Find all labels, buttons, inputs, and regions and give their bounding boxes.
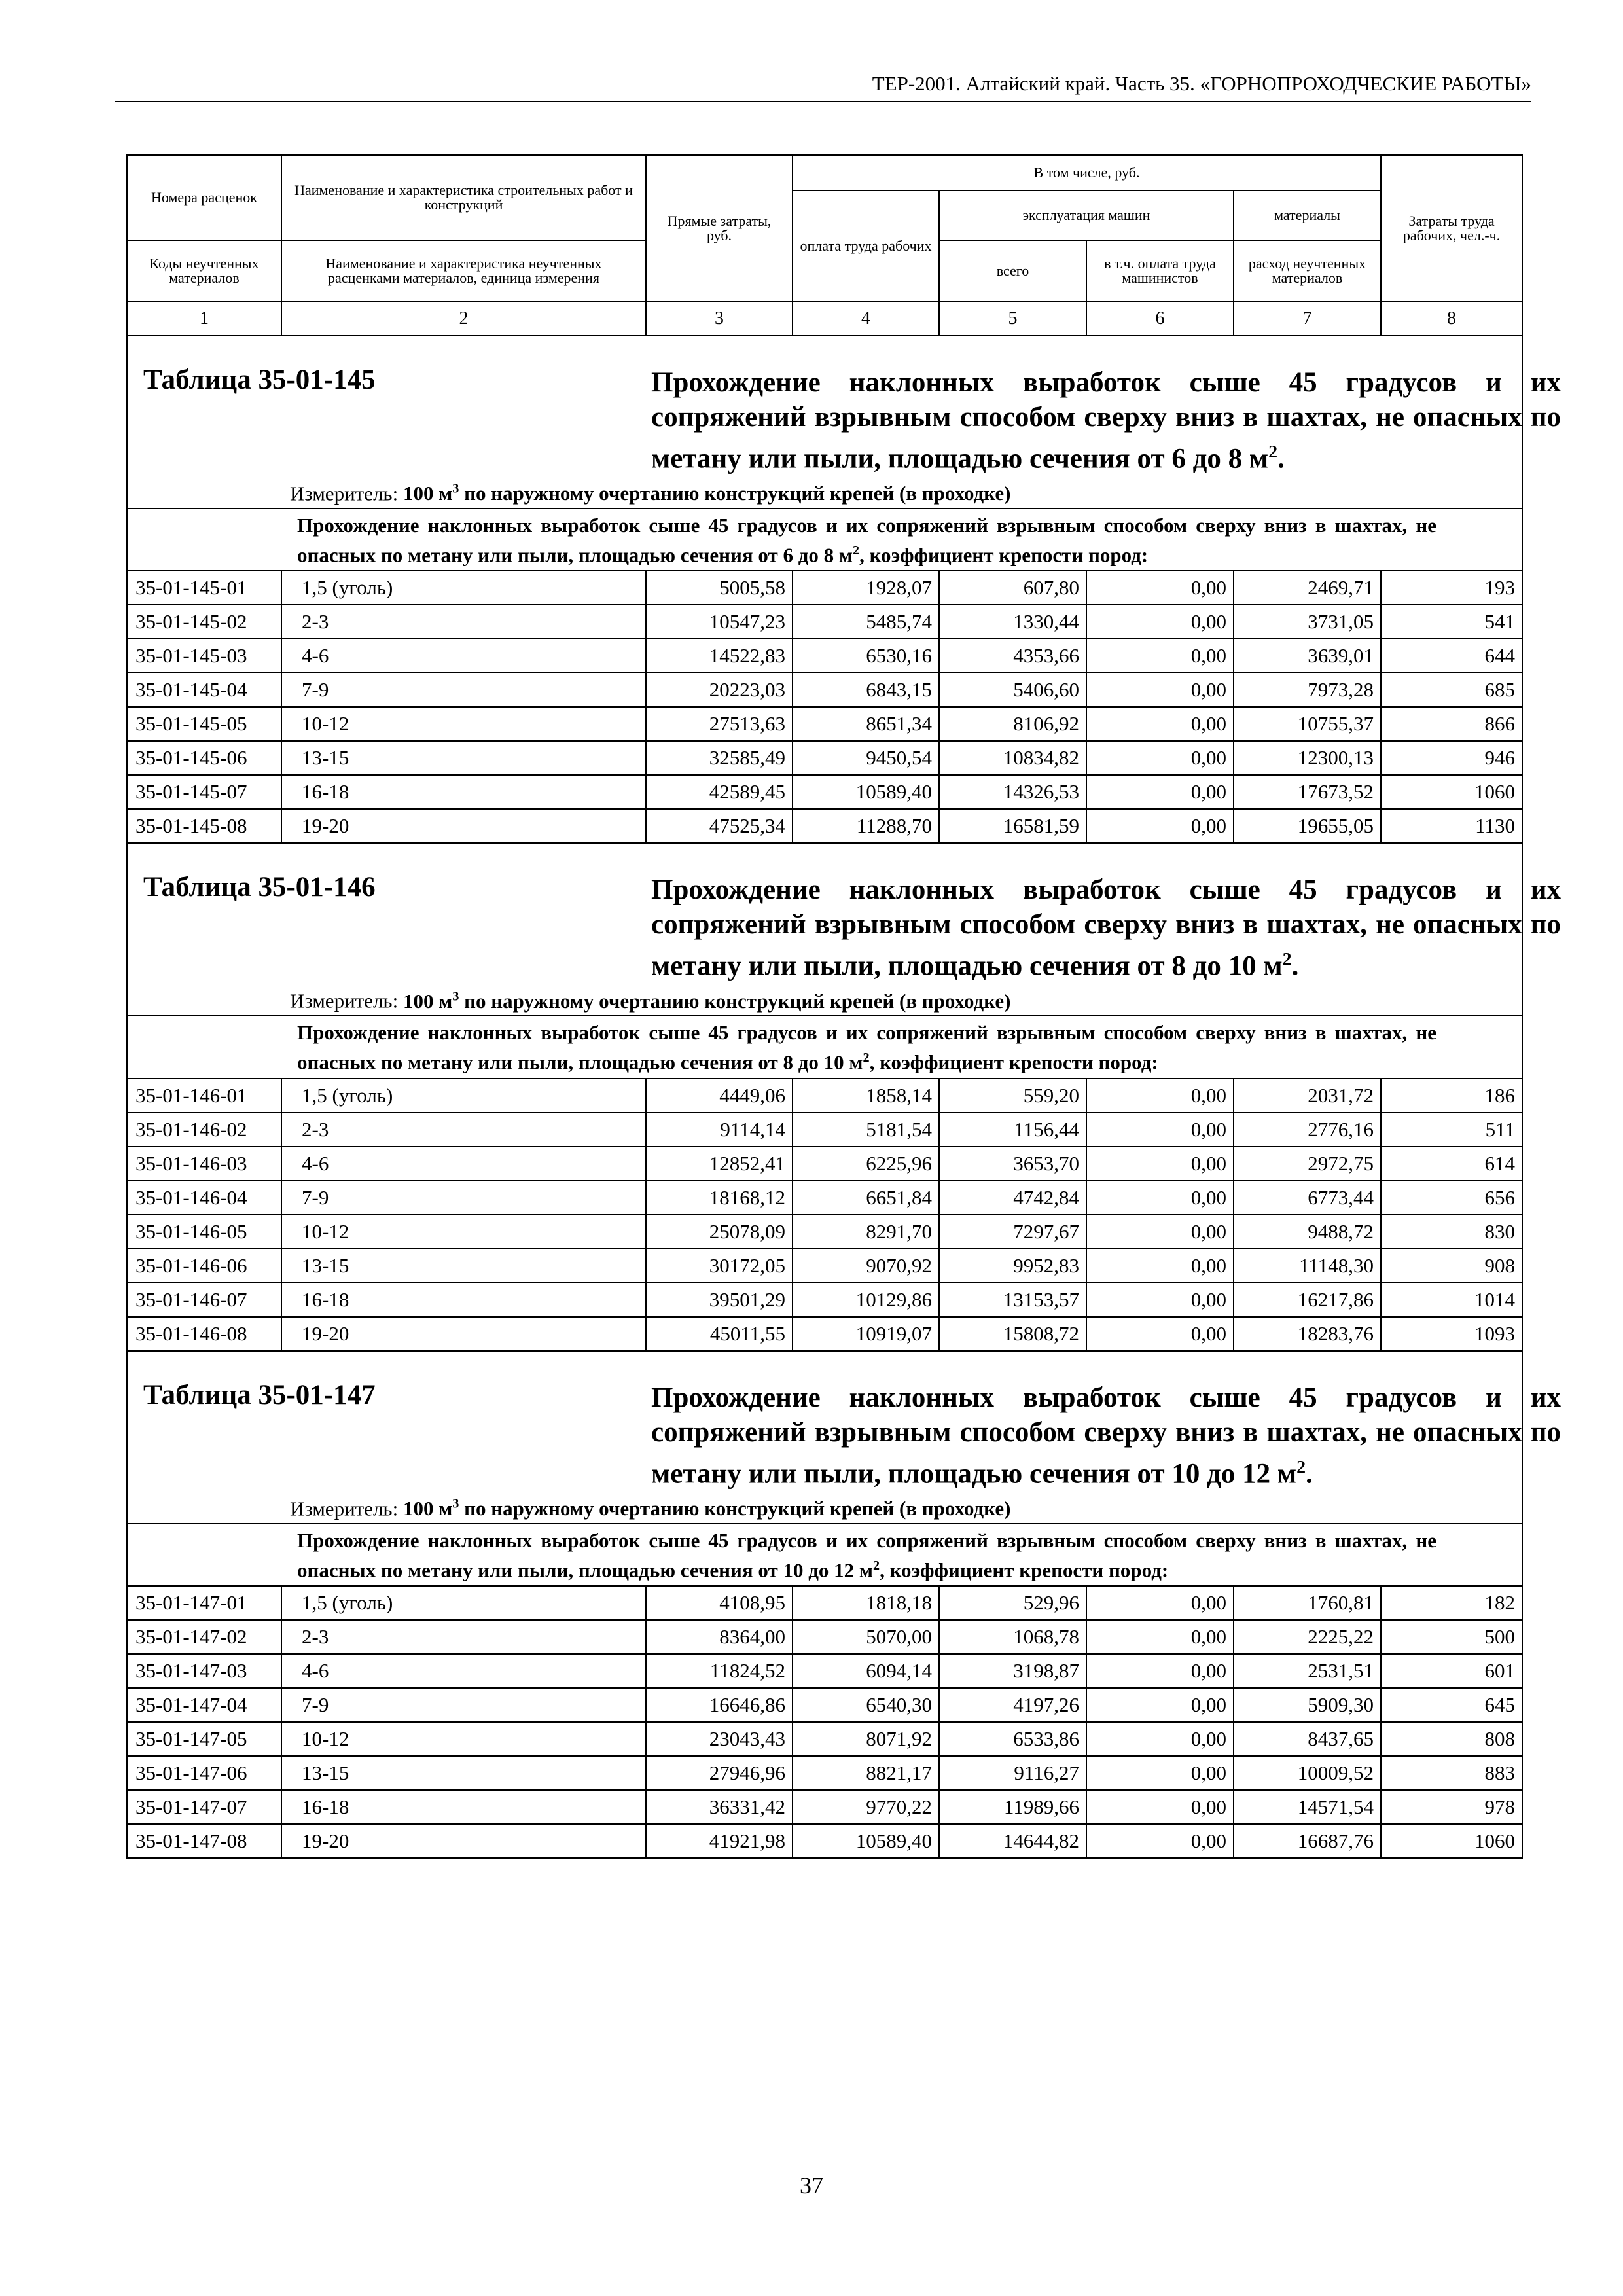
machinist-pay-value: 0,00 <box>1086 1181 1234 1215</box>
labor-hours-value: 946 <box>1381 741 1522 775</box>
rate-code: 35-01-146-05 <box>127 1215 281 1249</box>
machinist-pay-value: 0,00 <box>1086 1824 1234 1858</box>
rock-hardness: 4-6 <box>281 1654 646 1688</box>
rate-code: 35-01-145-07 <box>127 775 281 809</box>
direct-costs-value: 32585,49 <box>646 741 793 775</box>
materials-value: 11148,30 <box>1234 1249 1381 1283</box>
labor-hours-value: 193 <box>1381 571 1522 605</box>
description-spacer <box>127 509 281 571</box>
direct-costs-value: 20223,03 <box>646 673 793 707</box>
labor-hours-value: 978 <box>1381 1790 1522 1824</box>
materials-value: 14571,54 <box>1234 1790 1381 1824</box>
labor-hours-value: 1060 <box>1381 775 1522 809</box>
machine-total-value: 529,96 <box>939 1586 1086 1620</box>
machine-total-value: 8106,92 <box>939 707 1086 741</box>
machinist-pay-value: 0,00 <box>1086 1215 1234 1249</box>
labor-hours-value: 830 <box>1381 1215 1522 1249</box>
table-row <box>127 1181 1522 1215</box>
measure-line <box>290 482 1010 505</box>
rock-hardness: 4-6 <box>281 1147 646 1181</box>
materials-value: 9488,72 <box>1234 1215 1381 1249</box>
labor-hours-value: 500 <box>1381 1620 1522 1654</box>
table-row <box>127 1147 1522 1181</box>
table-row <box>127 1113 1522 1147</box>
page-number: 37 <box>800 2172 823 2198</box>
section-description: Прохождение наклонных выработок сыше 45 градусов и их сопряжений взрывным способом сверху вниз в шахтах, не опасных по метану или пыли, площадью сечения от 10 до 12 $м^2$, коэффициент крепости пород: <box>281 1524 1522 1586</box>
rate-code: 35-01-146-06 <box>127 1249 281 1283</box>
materials-value: 2031,72 <box>1234 1079 1381 1113</box>
labor-pay-value: 9450,54 <box>793 741 939 775</box>
measure-label: Измеритель: <box>290 1496 399 1520</box>
direct-costs-value: 8364,00 <box>646 1620 793 1654</box>
measure-label: Измеритель: <box>290 482 399 505</box>
machinist-pay-value: 0,00 <box>1086 1756 1234 1790</box>
table-row <box>127 1722 1522 1756</box>
description-spacer <box>127 1016 281 1078</box>
rock-hardness: 19-20 <box>281 1824 646 1858</box>
rate-code: 35-01-145-01 <box>127 571 281 605</box>
table-row <box>127 1654 1522 1688</box>
direct-costs-value: 16646,86 <box>646 1688 793 1722</box>
labor-hours-value: 656 <box>1381 1181 1522 1215</box>
table-row <box>127 1620 1522 1654</box>
labor-pay-value: 8291,70 <box>793 1215 939 1249</box>
materials-value: 2776,16 <box>1234 1113 1381 1147</box>
labor-pay-value: 1818,18 <box>793 1586 939 1620</box>
machinist-pay-value: 0,00 <box>1086 1654 1234 1688</box>
table-title: Прохождение наклонных выработок сыше 45 градусов и их сопряжений взрывным способом сверху вниз в шахтах, не опасных по метану или пыли, площадью сечения от 10 до 12 $м^2$. <box>651 1382 1561 1489</box>
machine-total-value: 7297,67 <box>939 1215 1086 1249</box>
head-rate-numbers: Номера расценок <box>127 155 281 240</box>
materials-value: 5909,30 <box>1234 1688 1381 1722</box>
direct-costs-value: 47525,34 <box>646 809 793 843</box>
rock-hardness: 16-18 <box>281 1283 646 1317</box>
head-direct-costs: Прямые затраты, руб. <box>646 155 793 302</box>
rates-table <box>126 154 1561 1859</box>
machine-total-value: 16581,59 <box>939 809 1086 843</box>
measure-line <box>290 1497 1010 1520</box>
machinist-pay-value: 0,00 <box>1086 775 1234 809</box>
machinist-pay-value: 0,00 <box>1086 673 1234 707</box>
labor-pay-value: 6540,30 <box>793 1688 939 1722</box>
rate-code: 35-01-147-01 <box>127 1586 281 1620</box>
labor-pay-value: 1928,07 <box>793 571 939 605</box>
machine-total-value: 15808,72 <box>939 1317 1086 1351</box>
table-row <box>127 605 1522 639</box>
rate-code: 35-01-146-02 <box>127 1113 281 1147</box>
materials-value: 12300,13 <box>1234 741 1381 775</box>
measure-value: 100 $м^3$ по наружному очертанию конструкций крепей (в проходке) <box>402 989 1011 1013</box>
rock-hardness: 4-6 <box>281 639 646 673</box>
materials-value: 2531,51 <box>1234 1654 1381 1688</box>
rock-hardness: 7-9 <box>281 1181 646 1215</box>
table-row <box>127 1317 1522 1351</box>
table-row <box>127 571 1522 605</box>
rate-code: 35-01-147-04 <box>127 1688 281 1722</box>
rock-hardness: 19-20 <box>281 809 646 843</box>
labor-pay-value: 6843,15 <box>793 673 939 707</box>
machine-total-value: 1068,78 <box>939 1620 1086 1654</box>
rock-hardness: 2-3 <box>281 1620 646 1654</box>
materials-value: 18283,76 <box>1234 1317 1381 1351</box>
labor-pay-value: 5485,74 <box>793 605 939 639</box>
labor-hours-value: 883 <box>1381 1756 1522 1790</box>
rate-code: 35-01-145-04 <box>127 673 281 707</box>
rate-code: 35-01-147-02 <box>127 1620 281 1654</box>
head-machine-operation: эксплуатация машин <box>939 190 1234 240</box>
labor-hours-value: 601 <box>1381 1654 1522 1688</box>
table-title: Прохождение наклонных выработок сыше 45 градусов и их сопряжений взрывным способом сверху вниз в шахтах, не опасных по метану или пыли, площадью сечения от 6 до 8 $м^2$. <box>651 367 1561 475</box>
measure-value: 100 $м^3$ по наружному очертанию конструкций крепей (в проходке) <box>402 1496 1011 1520</box>
table-section <box>127 1351 1561 1858</box>
labor-hours-value: 1093 <box>1381 1317 1522 1351</box>
table-head <box>127 155 1522 336</box>
materials-value: 10755,37 <box>1234 707 1381 741</box>
materials-value: 6773,44 <box>1234 1181 1381 1215</box>
machine-total-value: 4197,26 <box>939 1688 1086 1722</box>
materials-value: 7973,28 <box>1234 673 1381 707</box>
labor-pay-value: 10129,86 <box>793 1283 939 1317</box>
column-number: 5 <box>939 302 1086 336</box>
head-material-names: Наименование и характеристика неучтенных расценками материалов, единица измерения <box>281 240 646 302</box>
rock-hardness: 10-12 <box>281 1215 646 1249</box>
column-number: 1 <box>127 302 281 336</box>
table-row <box>127 707 1522 741</box>
rate-code: 35-01-147-05 <box>127 1722 281 1756</box>
machinist-pay-value: 0,00 <box>1086 1688 1234 1722</box>
machinist-pay-value: 0,00 <box>1086 1317 1234 1351</box>
labor-pay-value: 9770,22 <box>793 1790 939 1824</box>
direct-costs-value: 14522,83 <box>646 639 793 673</box>
running-header: ТЕР-2001. Алтайский край. Часть 35. «ГОРНОПРОХОДЧЕСКИЕ РАБОТЫ» <box>115 72 1531 102</box>
head-materials: материалы <box>1234 190 1381 240</box>
machinist-pay-value: 0,00 <box>1086 571 1234 605</box>
column-number: 7 <box>1234 302 1381 336</box>
rock-hardness: 16-18 <box>281 1790 646 1824</box>
machinist-pay-value: 0,00 <box>1086 707 1234 741</box>
direct-costs-value: 41921,98 <box>646 1824 793 1858</box>
section-caption <box>127 336 1561 509</box>
labor-pay-value: 6225,96 <box>793 1147 939 1181</box>
table-section <box>127 843 1561 1350</box>
machine-total-value: 13153,57 <box>939 1283 1086 1317</box>
machine-total-value: 607,80 <box>939 571 1086 605</box>
labor-hours-value: 866 <box>1381 707 1522 741</box>
materials-value: 8437,65 <box>1234 1722 1381 1756</box>
table-row <box>127 673 1522 707</box>
labor-pay-value: 5181,54 <box>793 1113 939 1147</box>
table-row <box>127 1586 1522 1620</box>
table-id: Таблица 35-01-146 <box>143 872 376 903</box>
direct-costs-value: 12852,41 <box>646 1147 793 1181</box>
rock-hardness: 16-18 <box>281 775 646 809</box>
rate-code: 35-01-146-07 <box>127 1283 281 1317</box>
rate-code: 35-01-146-08 <box>127 1317 281 1351</box>
rate-code: 35-01-147-07 <box>127 1790 281 1824</box>
table-section <box>127 336 1561 843</box>
machinist-pay-value: 0,00 <box>1086 1283 1234 1317</box>
machinist-pay-value: 0,00 <box>1086 1113 1234 1147</box>
materials-value: 3731,05 <box>1234 605 1381 639</box>
labor-hours-value: 182 <box>1381 1586 1522 1620</box>
rate-code: 35-01-146-03 <box>127 1147 281 1181</box>
rock-hardness: 19-20 <box>281 1317 646 1351</box>
machine-total-value: 3198,87 <box>939 1654 1086 1688</box>
rate-code: 35-01-145-08 <box>127 809 281 843</box>
head-including: В том числе, руб. <box>793 155 1381 190</box>
labor-pay-value: 9070,92 <box>793 1249 939 1283</box>
column-number: 2 <box>281 302 646 336</box>
materials-value: 1760,81 <box>1234 1586 1381 1620</box>
labor-pay-value: 11288,70 <box>793 809 939 843</box>
rock-hardness: 7-9 <box>281 1688 646 1722</box>
labor-pay-value: 8821,17 <box>793 1756 939 1790</box>
machine-total-value: 9952,83 <box>939 1249 1086 1283</box>
head-incl-machinist-pay: в т.ч. оплата труда машинистов <box>1086 240 1234 302</box>
direct-costs-value: 10547,23 <box>646 605 793 639</box>
section-description-row <box>127 509 1522 571</box>
section-description-row <box>127 1524 1522 1586</box>
direct-costs-value: 9114,14 <box>646 1113 793 1147</box>
direct-costs-value: 23043,43 <box>646 1722 793 1756</box>
labor-hours-value: 186 <box>1381 1079 1522 1113</box>
rock-hardness: 10-12 <box>281 1722 646 1756</box>
machinist-pay-value: 0,00 <box>1086 809 1234 843</box>
column-number: 3 <box>646 302 793 336</box>
labor-hours-value: 1130 <box>1381 809 1522 843</box>
direct-costs-value: 42589,45 <box>646 775 793 809</box>
rate-code: 35-01-147-06 <box>127 1756 281 1790</box>
labor-hours-value: 1014 <box>1381 1283 1522 1317</box>
materials-value: 19655,05 <box>1234 809 1381 843</box>
materials-value: 2972,75 <box>1234 1147 1381 1181</box>
column-numbers-row <box>127 302 1522 336</box>
machinist-pay-value: 0,00 <box>1086 605 1234 639</box>
rate-code: 35-01-147-08 <box>127 1824 281 1858</box>
table-row <box>127 1756 1522 1790</box>
rock-hardness: 1,5 (уголь) <box>281 571 646 605</box>
labor-hours-value: 685 <box>1381 673 1522 707</box>
column-number: 4 <box>793 302 939 336</box>
machine-total-value: 6533,86 <box>939 1722 1086 1756</box>
labor-hours-value: 644 <box>1381 639 1522 673</box>
section-caption <box>127 1351 1561 1524</box>
rock-hardness: 13-15 <box>281 741 646 775</box>
machine-total-value: 9116,27 <box>939 1756 1086 1790</box>
machine-total-value: 11989,66 <box>939 1790 1086 1824</box>
machine-total-value: 5406,60 <box>939 673 1086 707</box>
labor-pay-value: 8651,34 <box>793 707 939 741</box>
section-caption-row <box>127 336 1522 509</box>
machinist-pay-value: 0,00 <box>1086 741 1234 775</box>
head-material-codes: Коды неучтенных материалов <box>127 240 281 302</box>
machinist-pay-value: 0,00 <box>1086 639 1234 673</box>
labor-hours-value: 908 <box>1381 1249 1522 1283</box>
table-row <box>127 639 1522 673</box>
section-caption-inner <box>128 1352 1561 1523</box>
rock-hardness: 2-3 <box>281 605 646 639</box>
labor-pay-value: 6530,16 <box>793 639 939 673</box>
description-spacer <box>127 1524 281 1586</box>
table-row <box>127 1079 1522 1113</box>
machinist-pay-value: 0,00 <box>1086 1147 1234 1181</box>
measure-label: Измеритель: <box>290 989 399 1013</box>
direct-costs-value: 4449,06 <box>646 1079 793 1113</box>
table-row <box>127 1249 1522 1283</box>
machinist-pay-value: 0,00 <box>1086 1620 1234 1654</box>
rock-hardness: 13-15 <box>281 1756 646 1790</box>
section-caption <box>127 843 1561 1016</box>
labor-pay-value: 5070,00 <box>793 1620 939 1654</box>
machinist-pay-value: 0,00 <box>1086 1722 1234 1756</box>
machinist-pay-value: 0,00 <box>1086 1249 1234 1283</box>
direct-costs-value: 30172,05 <box>646 1249 793 1283</box>
section-caption-inner <box>128 336 1561 508</box>
table-row <box>127 809 1522 843</box>
rate-code: 35-01-145-02 <box>127 605 281 639</box>
labor-pay-value: 1858,14 <box>793 1079 939 1113</box>
labor-pay-value: 10589,40 <box>793 775 939 809</box>
table-row <box>127 1215 1522 1249</box>
section-caption-inner <box>128 844 1561 1015</box>
labor-hours-value: 541 <box>1381 605 1522 639</box>
labor-hours-value: 1060 <box>1381 1824 1522 1858</box>
table-id: Таблица 35-01-147 <box>143 1379 376 1410</box>
section-description-row <box>127 1016 1522 1078</box>
machine-total-value: 4353,66 <box>939 639 1086 673</box>
rock-hardness: 13-15 <box>281 1249 646 1283</box>
materials-value: 10009,52 <box>1234 1756 1381 1790</box>
head-labor-costs: Затраты труда рабочих, чел.-ч. <box>1381 155 1522 302</box>
machine-total-value: 1330,44 <box>939 605 1086 639</box>
labor-pay-value: 10919,07 <box>793 1317 939 1351</box>
machine-total-value: 4742,84 <box>939 1181 1086 1215</box>
rock-hardness: 2-3 <box>281 1113 646 1147</box>
direct-costs-value: 5005,58 <box>646 571 793 605</box>
direct-costs-value: 36331,42 <box>646 1790 793 1824</box>
materials-value: 17673,52 <box>1234 775 1381 809</box>
column-number: 6 <box>1086 302 1234 336</box>
head-labor-pay: оплата труда рабочих <box>793 190 939 302</box>
direct-costs-value: 4108,95 <box>646 1586 793 1620</box>
machinist-pay-value: 0,00 <box>1086 1079 1234 1113</box>
machine-total-value: 14326,53 <box>939 775 1086 809</box>
table-id: Таблица 35-01-145 <box>143 365 376 395</box>
rate-code: 35-01-146-01 <box>127 1079 281 1113</box>
machine-total-value: 3653,70 <box>939 1147 1086 1181</box>
labor-pay-value: 8071,92 <box>793 1722 939 1756</box>
rock-hardness: 1,5 (уголь) <box>281 1586 646 1620</box>
machine-total-value: 559,20 <box>939 1079 1086 1113</box>
machinist-pay-value: 0,00 <box>1086 1586 1234 1620</box>
materials-value: 3639,01 <box>1234 639 1381 673</box>
rate-code: 35-01-145-05 <box>127 707 281 741</box>
head-unaccounted-consumption: расход неучтенных материалов <box>1234 240 1381 302</box>
direct-costs-value: 27513,63 <box>646 707 793 741</box>
rate-code: 35-01-147-03 <box>127 1654 281 1688</box>
machinist-pay-value: 0,00 <box>1086 1790 1234 1824</box>
direct-costs-value: 11824,52 <box>646 1654 793 1688</box>
labor-hours-value: 808 <box>1381 1722 1522 1756</box>
materials-value: 16687,76 <box>1234 1824 1381 1858</box>
head-total: всего <box>939 240 1086 302</box>
materials-value: 2469,71 <box>1234 571 1381 605</box>
labor-hours-value: 645 <box>1381 1688 1522 1722</box>
table-row <box>127 1824 1522 1858</box>
rate-code: 35-01-146-04 <box>127 1181 281 1215</box>
direct-costs-value: 39501,29 <box>646 1283 793 1317</box>
measure-line <box>290 989 1010 1013</box>
rock-hardness: 10-12 <box>281 707 646 741</box>
labor-hours-value: 511 <box>1381 1113 1522 1147</box>
table-row <box>127 1790 1522 1824</box>
column-number: 8 <box>1381 302 1522 336</box>
labor-pay-value: 10589,40 <box>793 1824 939 1858</box>
labor-hours-value: 614 <box>1381 1147 1522 1181</box>
rock-hardness: 1,5 (уголь) <box>281 1079 646 1113</box>
measure-value: 100 $м^3$ по наружному очертанию конструкций крепей (в проходке) <box>402 482 1011 505</box>
rock-hardness: 7-9 <box>281 673 646 707</box>
direct-costs-value: 18168,12 <box>646 1181 793 1215</box>
section-caption-row <box>127 1351 1522 1524</box>
section-description: Прохождение наклонных выработок сыше 45 градусов и их сопряжений взрывным способом сверху вниз в шахтах, не опасных по метану или пыли, площадью сечения от 6 до 8 $м^2$, коэффициент крепости пород: <box>281 509 1522 571</box>
direct-costs-value: 27946,96 <box>646 1756 793 1790</box>
table-row <box>127 775 1522 809</box>
materials-value: 16217,86 <box>1234 1283 1381 1317</box>
table-row <box>127 1283 1522 1317</box>
section-description: Прохождение наклонных выработок сыше 45 градусов и их сопряжений взрывным способом сверху вниз в шахтах, не опасных по метану или пыли, площадью сечения от 8 до 10 $м^2$, коэффициент крепости пород: <box>281 1016 1522 1078</box>
table-row <box>127 741 1522 775</box>
section-caption-row <box>127 843 1522 1016</box>
table-row <box>127 1688 1522 1722</box>
head-work-name: Наименование и характеристика строительных работ и конструкций <box>281 155 646 240</box>
labor-pay-value: 6651,84 <box>793 1181 939 1215</box>
table-title: Прохождение наклонных выработок сыше 45 градусов и их сопряжений взрывным способом сверху вниз в шахтах, не опасных по метану или пыли, площадью сечения от 8 до 10 $м^2$. <box>651 874 1561 982</box>
direct-costs-value: 45011,55 <box>646 1317 793 1351</box>
direct-costs-value: 25078,09 <box>646 1215 793 1249</box>
machine-total-value: 14644,82 <box>939 1824 1086 1858</box>
labor-pay-value: 6094,14 <box>793 1654 939 1688</box>
machine-total-value: 1156,44 <box>939 1113 1086 1147</box>
rate-code: 35-01-145-03 <box>127 639 281 673</box>
rate-code: 35-01-145-06 <box>127 741 281 775</box>
machine-total-value: 10834,82 <box>939 741 1086 775</box>
materials-value: 2225,22 <box>1234 1620 1381 1654</box>
